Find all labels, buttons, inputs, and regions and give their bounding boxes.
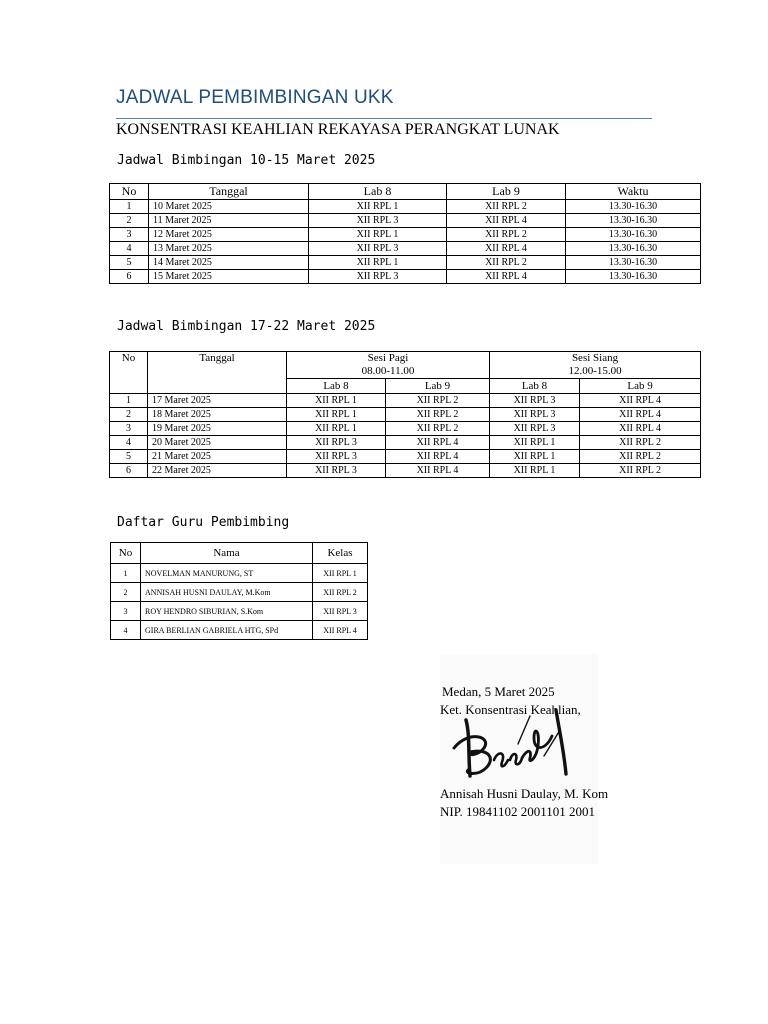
cell-lab9: XII RPL 2: [447, 228, 566, 242]
cell-lab9: XII RPL 4: [447, 214, 566, 228]
cell-siang-lab9: XII RPL 2: [580, 450, 701, 464]
signature-name: Annisah Husni Daulay, M. Kom: [440, 786, 609, 801]
cell-no: 1: [110, 200, 149, 214]
table-row: [110, 394, 701, 408]
header-tanggal: Tanggal: [149, 184, 309, 200]
table-row: [111, 583, 368, 602]
cell-date: 20 Maret 2025: [148, 436, 287, 450]
sesi-siang-label: Sesi Siang: [571, 352, 619, 364]
cell-no: 3: [110, 228, 149, 242]
table-row: [110, 408, 701, 422]
cell-lab8: XII RPL 1: [309, 256, 447, 270]
cell-siang-lab8: XII RPL 3: [490, 408, 580, 422]
cell-pagi-lab9: XII RPL 4: [386, 436, 490, 450]
teachers-label: Daftar Guru Pembimbing: [117, 515, 290, 530]
schedule2-header-row: [110, 352, 701, 379]
cell-name: ROY HENDRO SIBURIAN, S.Kom: [141, 602, 313, 621]
table-row: [110, 270, 701, 284]
table-row: [110, 228, 701, 242]
cell-lab8: XII RPL 3: [309, 214, 447, 228]
table-row: [110, 464, 701, 478]
cell-no: 4: [111, 621, 141, 640]
cell-pagi-lab9: XII RPL 2: [386, 408, 490, 422]
cell-class: XII RPL 1: [313, 564, 368, 583]
cell-siang-lab8: XII RPL 1: [490, 464, 580, 478]
cell-date: 10 Maret 2025: [149, 200, 309, 214]
cell-pagi-lab8: XII RPL 3: [287, 450, 386, 464]
cell-time: 13.30-16.30: [566, 200, 701, 214]
cell-pagi-lab8: XII RPL 1: [287, 422, 386, 436]
sesi-pagi-label: Sesi Pagi: [367, 352, 409, 364]
cell-date: 12 Maret 2025: [149, 228, 309, 242]
header-lab8: Lab 8: [309, 184, 447, 200]
cell-pagi-lab8: XII RPL 1: [287, 408, 386, 422]
cell-siang-lab9: XII RPL 2: [580, 436, 701, 450]
cell-pagi-lab9: XII RPL 2: [386, 394, 490, 408]
header-no: No: [110, 184, 149, 200]
cell-no: 6: [110, 270, 149, 284]
cell-no: 4: [110, 436, 148, 450]
cell-no: 2: [111, 583, 141, 602]
header-tanggal: Tanggal: [148, 352, 287, 394]
cell-pagi-lab8: XII RPL 1: [287, 394, 386, 408]
cell-date: 13 Maret 2025: [149, 242, 309, 256]
cell-pagi-lab9: XII RPL 4: [386, 464, 490, 478]
header-sesi-siang: [490, 352, 701, 379]
cell-siang-lab8: XII RPL 1: [490, 450, 580, 464]
cell-name: NOVELMAN MANURUNG, ST: [141, 564, 313, 583]
teachers-header-row: [111, 543, 368, 564]
cell-date: 17 Maret 2025: [148, 394, 287, 408]
table-row: [110, 200, 701, 214]
cell-pagi-lab8: XII RPL 3: [287, 436, 386, 450]
cell-lab9: XII RPL 2: [447, 200, 566, 214]
schedule2-table: [109, 351, 701, 478]
table-row: [110, 450, 701, 464]
cell-siang-lab8: XII RPL 3: [490, 394, 580, 408]
table-row: [111, 564, 368, 583]
cell-siang-lab9: XII RPL 4: [580, 394, 701, 408]
table-row: [110, 256, 701, 270]
title-underline: [116, 118, 652, 119]
cell-date: 21 Maret 2025: [148, 450, 287, 464]
cell-name: ANNISAH HUSNI DAULAY, M.Kom: [141, 583, 313, 602]
cell-no: 6: [110, 464, 148, 478]
cell-name: GIRA BERLIAN GABRIELA HTG, SPd: [141, 621, 313, 640]
cell-no: 1: [111, 564, 141, 583]
header-pagi-lab8: Lab 8: [287, 379, 386, 394]
cell-siang-lab9: XII RPL 2: [580, 464, 701, 478]
header-no: No: [111, 543, 141, 564]
cell-siang-lab8: XII RPL 3: [490, 422, 580, 436]
header-no: No: [110, 352, 148, 394]
header-nama: Nama: [141, 543, 313, 564]
cell-siang-lab9: XII RPL 4: [580, 422, 701, 436]
schedule1-header-row: [110, 184, 701, 200]
table-row: [111, 602, 368, 621]
header-lab9: Lab 9: [447, 184, 566, 200]
cell-time: 13.30-16.30: [566, 256, 701, 270]
cell-no: 2: [110, 408, 148, 422]
cell-time: 13.30-16.30: [566, 242, 701, 256]
document-title: JADWAL PEMBIMBINGAN UKK: [116, 87, 394, 108]
cell-date: 19 Maret 2025: [148, 422, 287, 436]
schedule1-label: Jadwal Bimbingan 10-15 Maret 2025: [117, 153, 376, 168]
cell-class: XII RPL 3: [313, 602, 368, 621]
header-kelas: Kelas: [313, 543, 368, 564]
header-siang-lab9: Lab 9: [580, 379, 701, 394]
cell-siang-lab8: XII RPL 1: [490, 436, 580, 450]
cell-date: 14 Maret 2025: [149, 256, 309, 270]
cell-lab8: XII RPL 3: [309, 270, 447, 284]
cell-no: 3: [111, 602, 141, 621]
cell-no: 2: [110, 214, 149, 228]
sesi-siang-time: 12.00-15.00: [568, 365, 622, 377]
cell-date: 22 Maret 2025: [148, 464, 287, 478]
cell-lab9: XII RPL 4: [447, 242, 566, 256]
cell-lab8: XII RPL 1: [309, 228, 447, 242]
cell-date: 15 Maret 2025: [149, 270, 309, 284]
header-pagi-lab9: Lab 9: [386, 379, 490, 394]
cell-lab9: XII RPL 4: [447, 270, 566, 284]
cell-class: XII RPL 2: [313, 583, 368, 602]
cell-time: 13.30-16.30: [566, 228, 701, 242]
table-row: [110, 214, 701, 228]
signature-place-date: Medan, 5 Maret 2025: [442, 684, 555, 699]
cell-no: 3: [110, 422, 148, 436]
table-row: [110, 422, 701, 436]
cell-no: 4: [110, 242, 149, 256]
cell-date: 18 Maret 2025: [148, 408, 287, 422]
cell-no: 5: [110, 256, 149, 270]
teachers-table: [110, 542, 368, 640]
cell-lab8: XII RPL 3: [309, 242, 447, 256]
cell-lab8: XII RPL 1: [309, 200, 447, 214]
cell-pagi-lab8: XII RPL 3: [287, 464, 386, 478]
cell-no: 1: [110, 394, 148, 408]
header-sesi-pagi: [287, 352, 490, 379]
cell-date: 11 Maret 2025: [149, 214, 309, 228]
sesi-pagi-time: 08.00-11.00: [361, 365, 415, 377]
schedule2-label: Jadwal Bimbingan 17-22 Maret 2025: [117, 319, 376, 334]
cell-siang-lab9: XII RPL 4: [580, 408, 701, 422]
signature-nip: NIP. 19841102 2001101 2001: [440, 804, 596, 819]
table-row: [110, 242, 701, 256]
cell-pagi-lab9: XII RPL 2: [386, 422, 490, 436]
table-row: [110, 436, 701, 450]
cell-time: 13.30-16.30: [566, 270, 701, 284]
handwritten-signature: [448, 690, 578, 790]
signature-position: Ket. Konsentrasi Keahlian,: [440, 702, 581, 717]
cell-class: XII RPL 4: [313, 621, 368, 640]
cell-lab9: XII RPL 2: [447, 256, 566, 270]
header-siang-lab8: Lab 8: [490, 379, 580, 394]
cell-no: 5: [110, 450, 148, 464]
schedule1-table: [109, 183, 701, 284]
table-row: [111, 621, 368, 640]
document-subtitle: KONSENTRASI KEAHLIAN REKAYASA PERANGKAT LUNAK: [116, 121, 560, 138]
cell-time: 13.30-16.30: [566, 214, 701, 228]
header-waktu: Waktu: [566, 184, 701, 200]
cell-pagi-lab9: XII RPL 4: [386, 450, 490, 464]
